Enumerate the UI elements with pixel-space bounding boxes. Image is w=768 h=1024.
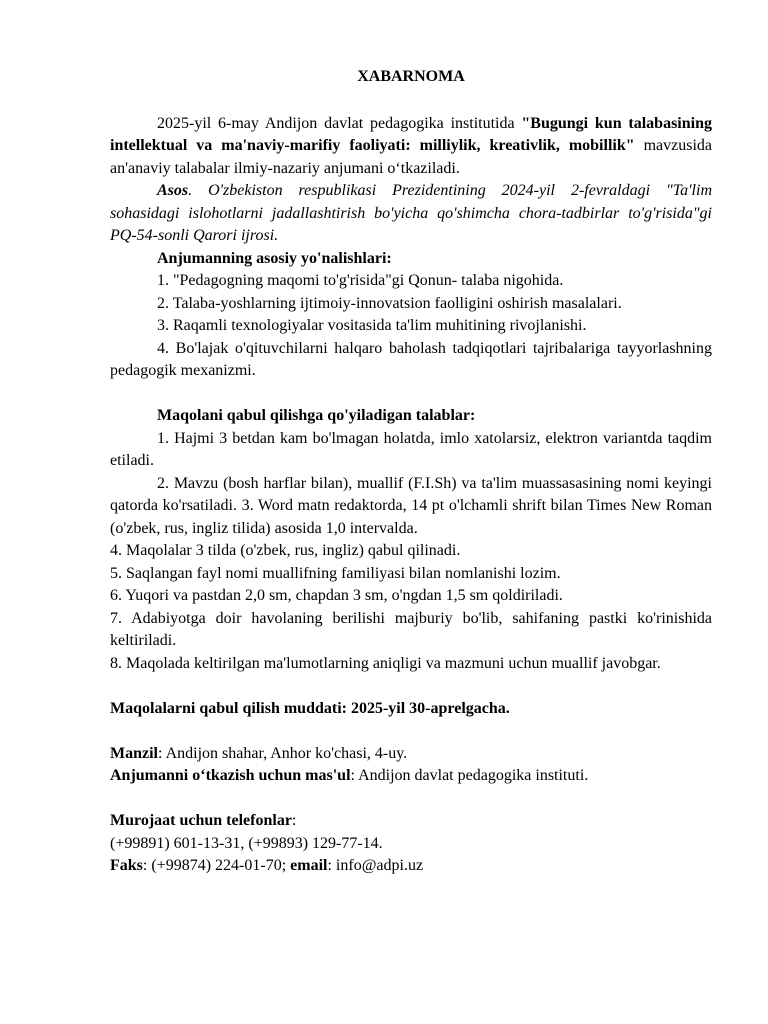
requirement-item: 1. Hajmi 3 betdan kam bo'lmagan holatda, imlo xatolarsiz, elektron variantda taqdim etiladi. (110, 429, 712, 469)
address-value: : Andijon shahar, Anhor ko'chasi, 4-uy. (158, 744, 408, 762)
direction-item: 2. Talaba-yoshlarning ijtimoiy-innovatsion faolligini oshirish masalalari. (157, 294, 622, 312)
requirements-heading: Maqolani qabul qilishga qo'yiladigan talablar: (157, 407, 476, 424)
spacer (110, 383, 712, 406)
intro-text: 2025-yil 6-may Andijon davlat pedagogika institutida (157, 114, 522, 132)
direction-item: 4. Bo'lajak o'qituvchilarni halqaro baholash tadqiqotlari tajribalariga tayyorlashning pedagogik mexanizmi. (110, 339, 712, 379)
intro-paragraph (110, 113, 712, 181)
contacts-label: Murojaat uchun telefonlar (110, 812, 292, 829)
spacer (110, 788, 712, 811)
requirement-item: 2. Mavzu (bosh harflar bilan), muallif (F.I.Sh) va ta'lim muassasasining nomi keyingi qatorda ko'rsatiladi. 3. Word matn redaktorda, 14 pt o'lchamli shrift bilan Times New Roman (o'zbek, rus, ingliz tilida) asosida 1,0 intervalda. (110, 474, 712, 537)
spacer (110, 675, 712, 698)
contacts-colon: : (291, 812, 297, 829)
spacer (110, 720, 712, 743)
responsible (110, 765, 712, 788)
conference-theme: "Bugungi kun talabasining intellektual va ma'naviy-marifiy faoliyati: milliylik, kreativlik, mobillik" (110, 114, 712, 154)
document (110, 66, 712, 878)
email-value: : info@adpi.uz (327, 857, 424, 874)
responsible-label: Anjumanni o‘tkazish uchun mas'ul (110, 767, 351, 784)
intro-text-end: mavzusida an'anaviy talabalar ilmiy-nazariy anjumani o‘tkaziladi. (110, 137, 713, 177)
direction-item: 3. Raqamli texnologiyalar vositasida ta'lim muhitining rivojlanishi. (157, 317, 587, 334)
basis-text: . O'zbekiston respublikasi Prezidentining 2024-yil 2-fevraldagi "Ta'lim sohasidagi islohotlarni jadallashtirish bo'yicha qo'shimcha chora-tadbirlar to'g'risida"gi PQ-54-sonli Qarori ijrosi. (110, 182, 712, 244)
fax-label: Faks (110, 857, 143, 874)
address-label: Manzil (110, 744, 158, 762)
requirement-item: 8. Maqolada keltirilgan ma'lumotlarning aniqligi va mazmuni uchun muallif javobgar. (110, 654, 661, 672)
fax-value: : (+99874) 224-01-70; (142, 857, 291, 874)
requirement-item: 6. Yuqori va pastdan 2,0 sm, chapdan 3 sm, o'ngdan 1,5 sm qoldiriladi. (110, 587, 563, 604)
directions-heading: Anjumanning asosiy yo'nalishlari: (157, 249, 392, 267)
phone-numbers: (+99891) 601-13-31, (+99893) 129-77-14. (110, 834, 383, 852)
address (110, 743, 712, 766)
direction-item: 1. "Pedagogning maqomi to'g'risida"gi Qonun- talaba nigohida. (157, 272, 564, 289)
requirement-item: 5. Saqlangan fayl nomi muallifning familiyasi bilan nomlanishi lozim. (110, 564, 561, 582)
basis-paragraph (110, 180, 712, 248)
requirement-item: 4. Maqolalar 3 tilda (o'zbek, rus, ingliz) qabul qilinadi. (110, 542, 461, 559)
fax-email-line (110, 855, 712, 878)
requirement-item: 7. Adabiyotga doir havolaning berilishi majburiy bo'lib, sahifaning pastki ko'rinishida keltiriladi. (110, 609, 712, 649)
basis-label: Asos (157, 182, 189, 199)
email-label: email (290, 857, 328, 874)
document-title: XABARNOMA (357, 68, 465, 85)
deadline: Maqolalarni qabul qilish muddati: 2025-yil 30-aprelgacha. (110, 699, 510, 717)
contacts-heading (110, 810, 712, 833)
responsible-value: : Andijon davlat pedagogika instituti. (350, 767, 589, 784)
